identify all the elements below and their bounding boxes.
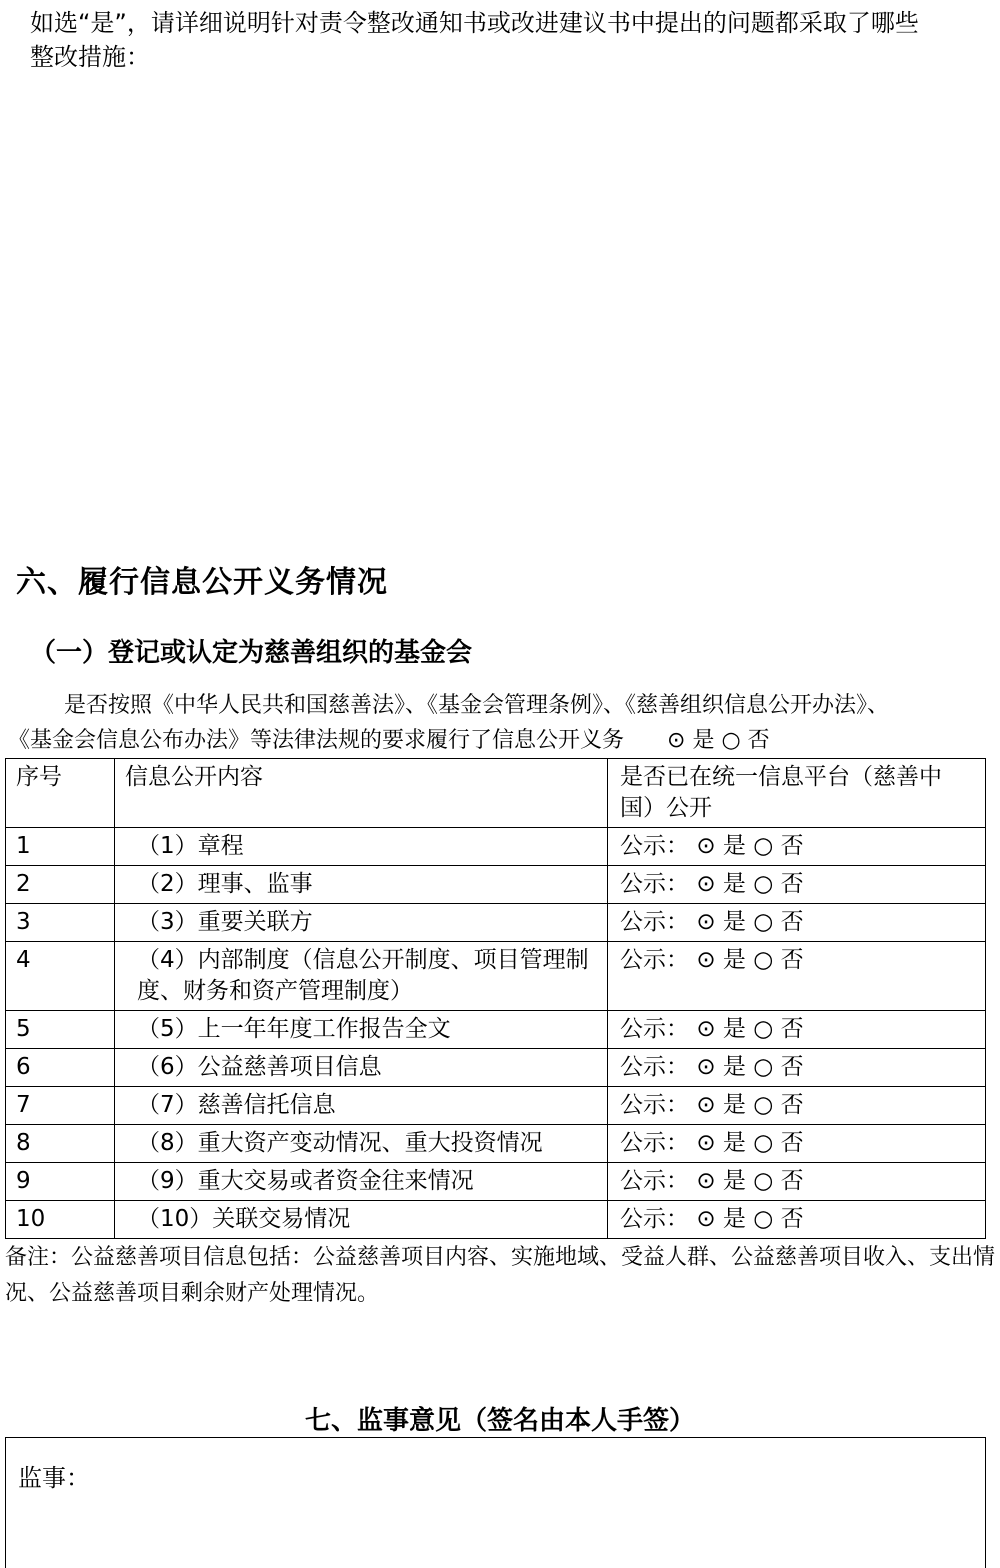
table-row	[6, 828, 986, 866]
supervisor-signature-box[interactable]	[5, 1437, 986, 1568]
yes-radio[interactable]: ⊙	[696, 1130, 716, 1156]
row-answer	[608, 942, 986, 1011]
no-radio[interactable]: ○	[753, 833, 774, 859]
no-radio[interactable]: ○	[753, 1168, 774, 1194]
no-radio[interactable]: ○	[753, 1130, 774, 1156]
yes-radio[interactable]: ⊙	[696, 1092, 716, 1118]
row-no: 6	[6, 1049, 115, 1087]
yes-radio[interactable]: ⊙	[696, 1206, 716, 1232]
no-radio[interactable]: ○	[753, 1206, 774, 1232]
table-row	[6, 904, 986, 942]
no-label: 否	[780, 1130, 804, 1156]
yes-radio[interactable]: ⊙	[696, 909, 716, 935]
header-published: 是否已在统一信息平台（慈善中国）公开	[608, 759, 986, 828]
statement-line-1: 是否按照《中华人民共和国慈善法》、《基金会管理条例》、《慈善组织信息公开办法》、	[64, 693, 890, 718]
no-radio[interactable]: ○	[753, 1092, 774, 1118]
row-content-text: （2）理事、监事	[137, 871, 313, 897]
yes-label: 是	[722, 871, 746, 897]
row-answer	[608, 1049, 986, 1087]
row-content-text: （9）重大交易或者资金往来情况	[137, 1168, 474, 1194]
no-label: 否	[780, 1206, 804, 1232]
yes-radio[interactable]: ⊙	[696, 871, 716, 897]
table-note: 备注：公益慈善项目信息包括：公益慈善项目内容、实施地域、受益人群、公益慈善项目收入、支出情况、公益慈善项目剩余财产处理情况。	[5, 1245, 996, 1306]
yes-label: 是	[722, 833, 746, 859]
no-label: 否	[780, 1016, 804, 1042]
answer-prefix: 公示：	[620, 871, 689, 897]
disclosure-statement	[8, 688, 993, 758]
section-6-subtitle: （一）登记或认定为慈善组织的基金会	[30, 638, 473, 668]
row-no: 7	[6, 1087, 115, 1125]
answer-prefix: 公示：	[620, 833, 689, 859]
yes-label: 是	[722, 1092, 746, 1118]
row-content-text: （3）重要关联方	[137, 909, 313, 935]
intro-line-1: 如选“是”，请详细说明针对责令整改通知书或改进建议书中提出的问题都采取了哪些	[30, 9, 919, 37]
answer-prefix: 公示：	[620, 1206, 689, 1232]
row-content	[115, 1201, 608, 1239]
no-radio[interactable]: ○	[753, 1016, 774, 1042]
row-content	[115, 866, 608, 904]
header-no: 序号	[6, 759, 115, 828]
supervisor-label: 监事：	[18, 1464, 90, 1492]
row-content	[115, 942, 608, 1011]
yes-radio[interactable]: ⊙	[696, 833, 716, 859]
statement-yes-radio[interactable]: ⊙	[667, 728, 686, 753]
table-row	[6, 1011, 986, 1049]
row-content	[115, 1163, 608, 1201]
intro-line-2: 整改措施：	[30, 43, 150, 71]
row-answer	[608, 1163, 986, 1201]
answer-prefix: 公示：	[620, 947, 689, 973]
no-radio[interactable]: ○	[753, 909, 774, 935]
statement-line-2-text: 《基金会信息公布办法》等法律法规的要求履行了信息公开义务	[8, 728, 625, 753]
section-6-title: 六、履行信息公开义务情况	[16, 565, 388, 600]
table-row	[6, 942, 986, 1011]
yes-label: 是	[722, 909, 746, 935]
section-7-title: 七、监事意见（签名由本人手签）	[304, 1406, 695, 1436]
no-label: 否	[780, 909, 804, 935]
no-label: 否	[780, 871, 804, 897]
row-no: 3	[6, 904, 115, 942]
row-content-text: （10）关联交易情况	[137, 1206, 351, 1232]
no-label: 否	[780, 1054, 804, 1080]
row-content	[115, 1125, 608, 1163]
row-no: 2	[6, 866, 115, 904]
row-no: 1	[6, 828, 115, 866]
table-row	[6, 1163, 986, 1201]
table-row	[6, 1125, 986, 1163]
row-answer	[608, 904, 986, 942]
row-content	[115, 904, 608, 942]
no-radio[interactable]: ○	[753, 871, 774, 897]
table-row	[6, 1087, 986, 1125]
row-content-text: （1）章程	[137, 833, 244, 859]
row-content	[115, 1011, 608, 1049]
answer-prefix: 公示：	[620, 1130, 689, 1156]
row-no: 4	[6, 942, 115, 1011]
statement-yes-label: 是	[692, 728, 715, 753]
no-radio[interactable]: ○	[753, 1054, 774, 1080]
row-content-text: （6）公益慈善项目信息	[137, 1054, 382, 1080]
table-row	[6, 1201, 986, 1239]
statement-line-2	[8, 723, 993, 758]
yes-radio[interactable]: ⊙	[696, 1168, 716, 1194]
row-content-text: （8）重大资产变动情况、重大投资情况	[137, 1130, 543, 1156]
disclosure-table	[5, 758, 986, 1239]
row-content	[115, 828, 608, 866]
answer-prefix: 公示：	[620, 1092, 689, 1118]
no-label: 否	[780, 1168, 804, 1194]
table-header-row	[6, 759, 986, 828]
row-no: 5	[6, 1011, 115, 1049]
row-content	[115, 1087, 608, 1125]
table-row	[6, 1049, 986, 1087]
yes-radio[interactable]: ⊙	[696, 1016, 716, 1042]
row-content-text: （7）慈善信托信息	[137, 1092, 336, 1118]
answer-prefix: 公示：	[620, 909, 689, 935]
header-content: 信息公开内容	[115, 759, 608, 828]
row-answer	[608, 1125, 986, 1163]
answer-prefix: 公示：	[620, 1168, 689, 1194]
row-answer	[608, 1201, 986, 1239]
no-label: 否	[780, 833, 804, 859]
yes-label: 是	[722, 1016, 746, 1042]
statement-no-label: 否	[747, 728, 770, 753]
row-answer	[608, 1011, 986, 1049]
yes-label: 是	[722, 1130, 746, 1156]
answer-prefix: 公示：	[620, 1016, 689, 1042]
answer-prefix: 公示：	[620, 1054, 689, 1080]
no-radio[interactable]: ○	[753, 947, 774, 973]
statement-no-radio[interactable]: ○	[721, 728, 741, 753]
no-label: 否	[780, 1092, 804, 1118]
yes-label: 是	[722, 947, 746, 973]
row-content	[115, 1049, 608, 1087]
row-answer	[608, 866, 986, 904]
yes-label: 是	[722, 1206, 746, 1232]
row-no: 8	[6, 1125, 115, 1163]
row-no: 9	[6, 1163, 115, 1201]
yes-label: 是	[722, 1168, 746, 1194]
no-label: 否	[780, 947, 804, 973]
yes-radio[interactable]: ⊙	[696, 1054, 716, 1080]
row-answer	[608, 1087, 986, 1125]
yes-radio[interactable]: ⊙	[696, 947, 716, 973]
table-row	[6, 866, 986, 904]
yes-label: 是	[722, 1054, 746, 1080]
intro-question	[30, 6, 970, 74]
row-answer	[608, 828, 986, 866]
row-content-text: （4）内部制度（信息公开制度、项目管理制度、财务和资产管理制度）	[137, 947, 589, 1004]
row-no: 10	[6, 1201, 115, 1239]
row-content-text: （5）上一年年度工作报告全文	[137, 1016, 451, 1042]
